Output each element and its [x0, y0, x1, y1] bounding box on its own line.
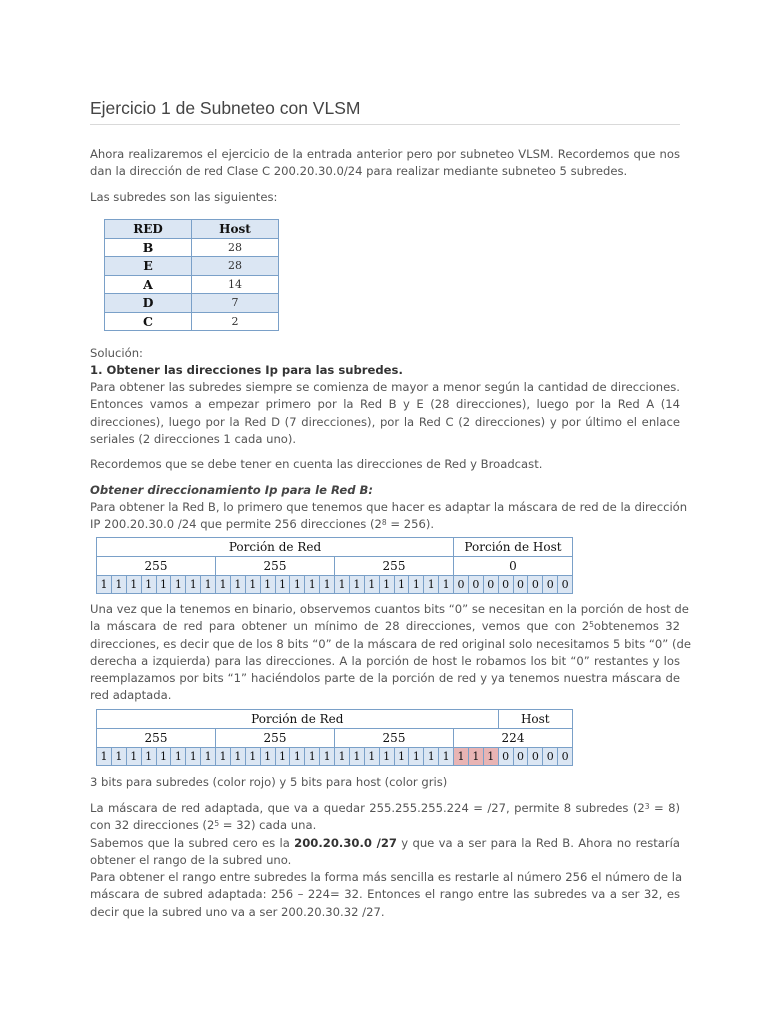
adapted-line-text: = 8): [649, 801, 680, 815]
mask-bit: 1: [201, 576, 216, 594]
mask-bit: 0: [558, 576, 573, 594]
table-row: [105, 257, 279, 276]
mask-bit: 1: [305, 748, 320, 766]
adapted-line: Para obtener el rango entre subredes la forma más sencilla es restarle al número 256 el número de la: [90, 870, 683, 885]
explain-line: [90, 618, 680, 635]
mask-bit: 1: [231, 748, 246, 766]
table-cell-red: E: [105, 257, 192, 276]
mask-bit: 1: [246, 576, 261, 594]
mask-bit: 1: [484, 748, 499, 766]
mask-octet: 0: [454, 557, 573, 576]
table-cell-red: C: [105, 312, 192, 331]
redb-line-text: IP 200.20.30.0 /24 que permite 256 direcciones (2: [90, 517, 382, 532]
mask-bit: 1: [305, 576, 320, 594]
adapted-line-text: con 32 direcciones (2: [90, 818, 215, 833]
mask-table-adapted: [96, 709, 573, 766]
mask-bit: 1: [231, 576, 246, 594]
mask-bit: 1: [335, 748, 350, 766]
mask-header-network: Porción de Red: [97, 710, 499, 729]
mask-bit: 1: [469, 748, 484, 766]
explain-line-text: obtenemos 32: [593, 619, 680, 634]
adapted-line-text: y que va a ser para la Red B. Ahora no restaría: [396, 835, 680, 850]
mask-bit: 1: [186, 748, 201, 766]
mask-bit: 0: [543, 576, 558, 594]
mask-bit: 1: [395, 748, 410, 766]
explain-paragraph: [90, 601, 692, 705]
mask-bit: 1: [439, 748, 454, 766]
mask-bit: 1: [171, 576, 186, 594]
mask-bits-row: [96, 748, 573, 766]
mask-bit: 1: [171, 748, 186, 766]
adapted-line: máscara de subred adaptada: 256 – 224= 32. Entonces el rango entre las subredes va a ser 32, es: [90, 887, 680, 902]
mask-bit: 1: [409, 748, 424, 766]
solution-label: Solución:: [90, 346, 143, 360]
mask-bit: 1: [112, 576, 127, 594]
mask-bit: 1: [365, 576, 380, 594]
adapted-line-text: La máscara de red adaptada, que va a quedar 255.255.255.224 = /27, permite 8 subredes (2: [90, 801, 645, 815]
step1-line: Entonces vamos a empezar primero por la Red B y E (28 direcciones), luego por la Red A (14: [90, 397, 680, 412]
mask-bit: 1: [365, 748, 380, 766]
table-row: [105, 294, 279, 313]
mask-bit: 0: [543, 748, 558, 766]
adapted-paragraph: [90, 800, 683, 921]
mask-octet: 255: [97, 729, 216, 748]
mask-table-original: [96, 537, 573, 594]
mask-bit: 1: [142, 748, 157, 766]
mask-bit: 1: [186, 576, 201, 594]
mask-bit: 1: [335, 576, 350, 594]
mask-octet: 224: [454, 729, 573, 748]
mask-bit: 0: [469, 576, 484, 594]
mask-bit: 0: [484, 576, 499, 594]
mask-bit: 1: [395, 576, 410, 594]
mask-bit: 0: [499, 576, 514, 594]
mask-octet-row: [96, 729, 573, 748]
exponent: 5: [589, 620, 594, 630]
mask-bit: 1: [261, 576, 276, 594]
redb-paragraph: [90, 499, 688, 534]
table-cell-host: 28: [192, 257, 279, 276]
explain-line: direcciones, es decir que de los 8 bits “0” de la máscara de red original solo necesitamos 5 bits “0” (de: [90, 636, 692, 651]
step1-line: seriales (2 direcciones 1 cada uno).: [90, 431, 297, 446]
mask-bit: 1: [261, 748, 276, 766]
mask-bit: 1: [409, 576, 424, 594]
table-cell-host: 2: [192, 312, 279, 331]
mask-octet: 255: [335, 557, 454, 576]
mask-header-host: Porción de Host: [454, 538, 573, 557]
exponent: 5: [214, 819, 220, 829]
redb-line: Para obtener la Red B, lo primero que tenemos que hacer es adaptar la máscara de red de la dirección: [90, 500, 688, 514]
mask-bit: 1: [320, 576, 335, 594]
table-cell-red: D: [105, 294, 192, 313]
mask-bit: 0: [514, 748, 529, 766]
adapted-line: [90, 800, 680, 817]
broadcast-note: Recordemos que se debe tener en cuenta las direcciones de Red y Broadcast.: [90, 457, 543, 471]
mask-bit: 1: [142, 576, 157, 594]
mask-bit: 1: [424, 748, 439, 766]
mask-bit: 1: [246, 748, 261, 766]
title-divider: [90, 124, 680, 125]
mask-bit: 1: [290, 576, 305, 594]
adapted-line-text: Sabemos que la subred cero es la: [90, 835, 295, 850]
table-cell-host: 7: [192, 294, 279, 313]
step1-paragraph: [90, 379, 680, 448]
mask-bit: 1: [127, 576, 142, 594]
mask-bit: 1: [439, 576, 454, 594]
adapted-line: obtener el rango de la subred uno.: [90, 852, 292, 867]
explain-line-text: la máscara de red para obtener un mínimo de 28 direcciones, vemos que con 2: [90, 619, 590, 634]
mask-bit: 1: [454, 748, 469, 766]
explain-line: reemplazamos por bits “1” haciéndolos parte de la porción de red y ya tenemos nuestra máscara de: [90, 671, 680, 686]
mask-bit: 0: [558, 748, 573, 766]
mask-bit: 1: [350, 576, 365, 594]
mask-octet: 255: [216, 729, 335, 748]
table-row: [105, 275, 279, 294]
mask-bit: 1: [350, 748, 365, 766]
subnet-zero-address: 200.20.30.0 /27: [294, 835, 397, 850]
adapted-line: decir que la subred uno va a ser 200.20.30.32 /27.: [90, 904, 385, 919]
redb-line: [90, 516, 680, 533]
subnets-intro: Las subredes son las siguientes:: [90, 190, 278, 204]
explain-line: red adaptada.: [90, 688, 172, 703]
step1-line: Para obtener las subredes siempre se comienza de mayor a menor según la cantidad de direcciones.: [90, 380, 680, 394]
mask-bit: 1: [112, 748, 127, 766]
mask-bits-row: [96, 576, 573, 594]
mask-bit: 0: [528, 576, 543, 594]
mask-bit: 1: [216, 748, 231, 766]
mask-bit: 1: [97, 576, 112, 594]
intro-paragraph: [90, 146, 680, 181]
intro-line: Ahora realizaremos el ejercicio de la entrada anterior pero por subneteo VLSM. Recordemos que nos: [90, 147, 680, 161]
table-cell-host: 28: [192, 238, 279, 257]
mask-bit: 1: [157, 748, 172, 766]
mask-octet: 255: [216, 557, 335, 576]
table-cell-red: A: [105, 275, 192, 294]
page-title: Ejercicio 1 de Subneteo con VLSM: [90, 98, 361, 118]
mask-bit: 1: [201, 748, 216, 766]
redb-line-text: = 256).: [386, 517, 435, 532]
mask-bit: 1: [276, 576, 291, 594]
mask-bit: 0: [514, 576, 529, 594]
mask-bit: 1: [380, 576, 395, 594]
step1-heading: 1. Obtener las direcciones Ip para las subredes.: [90, 363, 403, 377]
mask-header-row: [96, 537, 573, 557]
mask-octet: 255: [335, 729, 454, 748]
mask-header-host: Host: [499, 710, 573, 729]
mask-header-network: Porción de Red: [97, 538, 454, 557]
table-cell-host: 14: [192, 275, 279, 294]
redb-heading: Obtener direccionamiento Ip para le Red B:: [90, 483, 374, 497]
bits-note: 3 bits para subredes (color rojo) y 5 bits para host (color gris): [90, 775, 448, 789]
adapted-line: [90, 817, 680, 834]
mask-bit: 0: [499, 748, 514, 766]
table-cell-red: B: [105, 238, 192, 257]
mask-bit: 1: [424, 576, 439, 594]
mask-bit: 0: [454, 576, 469, 594]
table-header-red: RED: [105, 220, 192, 239]
adapted-line: [90, 835, 680, 852]
table-header-host: Host: [192, 220, 279, 239]
table-header-row: [105, 220, 279, 239]
mask-bit: 1: [157, 576, 172, 594]
mask-bit: 1: [97, 748, 112, 766]
mask-octet-row: [96, 557, 573, 576]
mask-octet: 255: [97, 557, 216, 576]
explain-line: Una vez que la tenemos en binario, observemos cuantos bits “0” se necesitan en la porción de host de: [90, 602, 689, 616]
mask-bit: 1: [380, 748, 395, 766]
mask-bit: 1: [290, 748, 305, 766]
intro-line: dan la dirección de red Clase C 200.20.30.0/24 para realizar mediante subneteo 5 subredes.: [90, 164, 628, 179]
mask-bit: 1: [320, 748, 335, 766]
exponent: 8: [381, 518, 387, 528]
mask-bit: 0: [528, 748, 543, 766]
table-row: [105, 238, 279, 257]
mask-header-row: [96, 709, 573, 729]
subnets-table: [104, 219, 279, 331]
step1-line: direcciones), luego por la Red D (7 direcciones), por la Red C (2 direcciones) y por último el enlace: [90, 414, 680, 429]
mask-bit: 1: [216, 576, 231, 594]
table-row: [105, 312, 279, 331]
exponent: 3: [644, 802, 650, 811]
mask-bit: 1: [276, 748, 291, 766]
mask-bit: 1: [127, 748, 142, 766]
adapted-line-text: = 32) cada una.: [219, 818, 317, 833]
explain-line: derecha a izquierda) para las direcciones. A la porción de host le robamos los bit “0” restantes y los: [90, 653, 680, 668]
